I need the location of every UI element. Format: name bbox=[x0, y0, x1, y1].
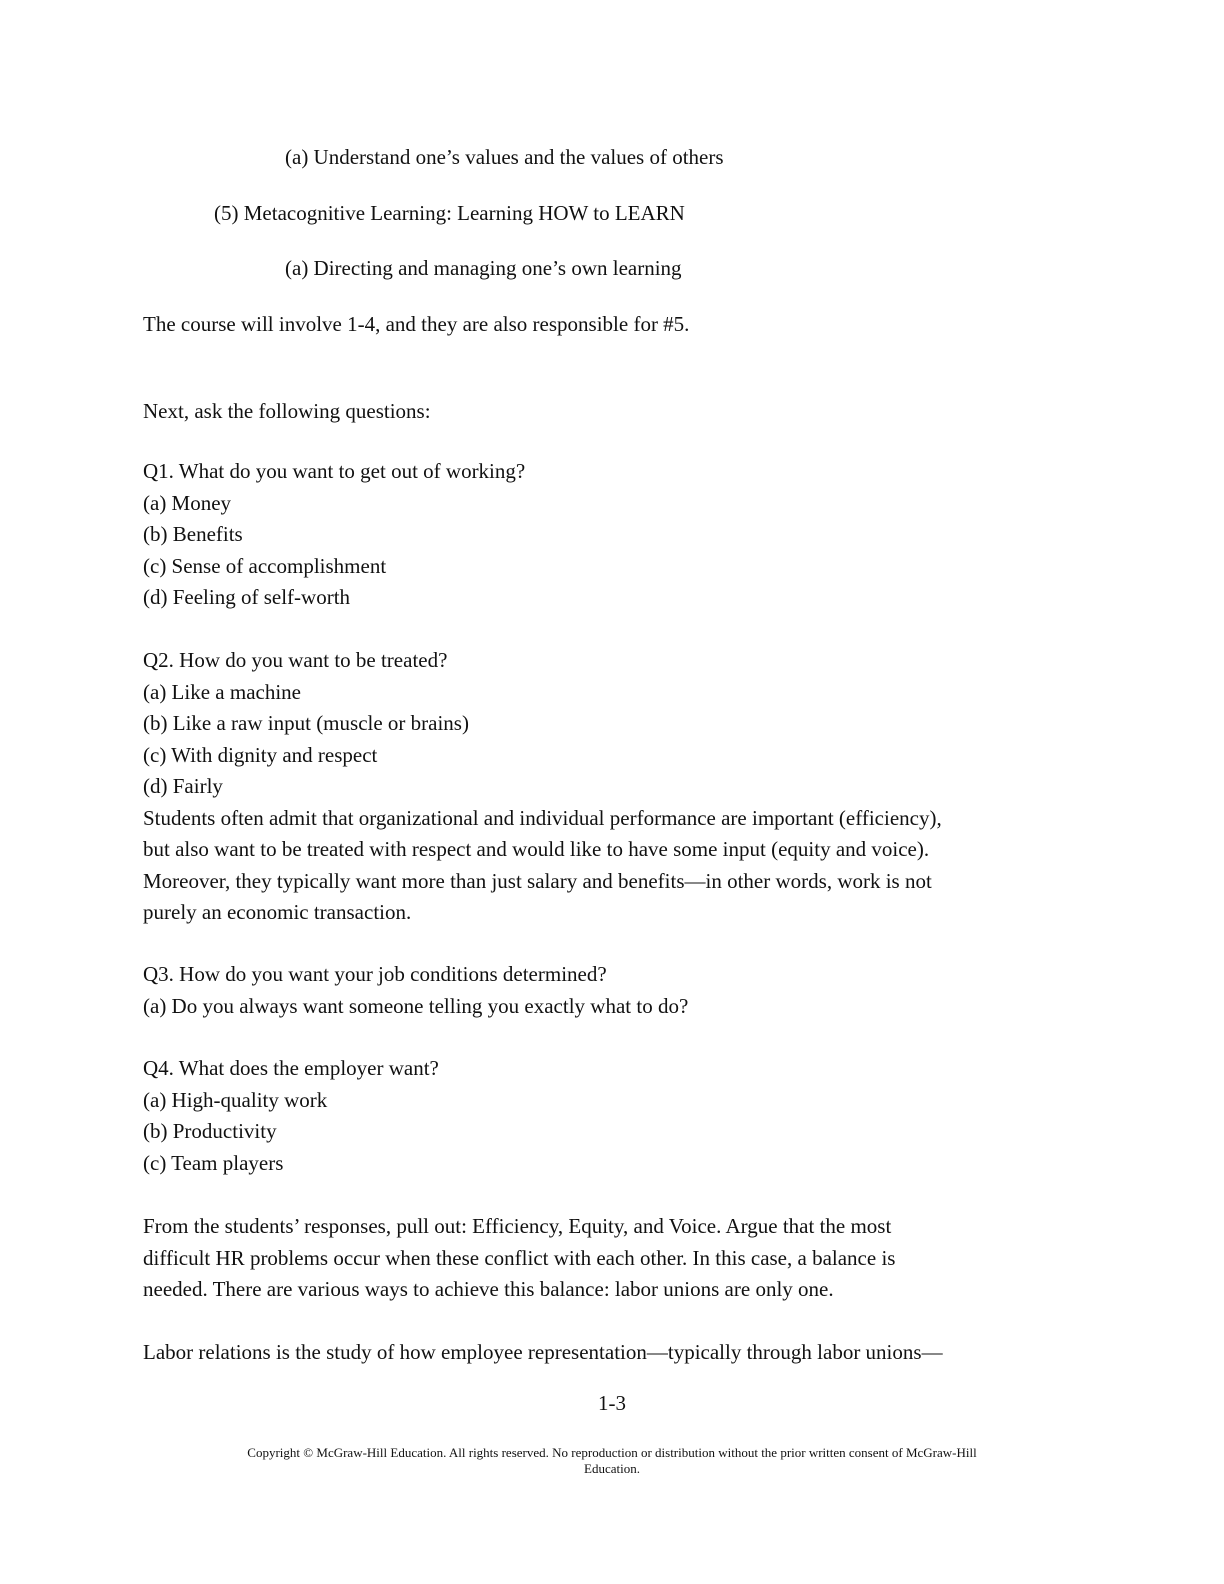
question-text: Q4. What does the employer want? bbox=[143, 1056, 439, 1080]
discussion-line: Moreover, they typically want more than just salary and benefits—in other words, work is not bbox=[143, 868, 932, 893]
outline-item-4a: (a) Understand one’s values and the values of others bbox=[285, 145, 724, 169]
summary-line: needed. There are various ways to achieve this balance: labor unions are only one. bbox=[143, 1277, 834, 1301]
discussion-line: Students often admit that organizational and individual performance are important (efficiency), bbox=[143, 805, 942, 830]
answer-option: (a) Money bbox=[143, 490, 232, 515]
answer-option: (c) Sense of accomplishment bbox=[143, 553, 387, 578]
answer-option: (b) Benefits bbox=[143, 522, 243, 546]
question-text: Q2. How do you want to be treated? bbox=[143, 648, 448, 672]
question-block-q2 bbox=[143, 645, 942, 929]
copyright-notice bbox=[130, 1445, 1094, 1477]
questions-intro: Next, ask the following questions: bbox=[143, 399, 431, 423]
course-note: The course will involve 1-4, and they are also responsible for #5. bbox=[143, 312, 690, 336]
page-number: 1-3 bbox=[598, 1391, 626, 1415]
copyright-line: Copyright © McGraw-Hill Education. All rights reserved. No reproduction or distribution without the prior written consent of McGraw-Hill bbox=[247, 1445, 977, 1460]
question-block-q1 bbox=[143, 456, 525, 614]
discussion-line: but also want to be treated with respect and would like to have some input (equity and voice). bbox=[143, 837, 930, 861]
question-text: Q3. How do you want your job conditions determined? bbox=[143, 962, 607, 986]
answer-option: (a) Do you always want someone telling you exactly what to do? bbox=[143, 993, 689, 1018]
answer-option: (c) With dignity and respect bbox=[143, 742, 378, 767]
answer-option: (a) High-quality work bbox=[143, 1087, 328, 1112]
summary-paragraph bbox=[143, 1211, 895, 1306]
answer-option: (b) Productivity bbox=[143, 1119, 277, 1143]
question-block-q3 bbox=[143, 959, 688, 1022]
outline-item-5a: (a) Directing and managing one’s own learning bbox=[285, 256, 682, 280]
answer-option: (d) Fairly bbox=[143, 774, 223, 798]
summary-line: difficult HR problems occur when these conflict with each other. In this case, a balance is bbox=[143, 1245, 896, 1270]
labor-relations-text: Labor relations is the study of how employee representation—typically through labor unions— bbox=[143, 1340, 943, 1364]
copyright-line: Education. bbox=[584, 1461, 640, 1476]
question-text: Q1. What do you want to get out of working? bbox=[143, 459, 526, 483]
answer-option: (c) Team players bbox=[143, 1150, 284, 1175]
answer-option: (a) Like a machine bbox=[143, 679, 301, 704]
question-block-q4 bbox=[143, 1053, 439, 1179]
answer-option: (b) Like a raw input (muscle or brains) bbox=[143, 711, 469, 735]
discussion-line: purely an economic transaction. bbox=[143, 900, 412, 924]
outline-item-5: (5) Metacognitive Learning: Learning HOW to LEARN bbox=[214, 201, 685, 225]
summary-line: From the students’ responses, pull out: Efficiency, Equity, and Voice. Argue that the most bbox=[143, 1214, 892, 1238]
answer-option: (d) Feeling of self-worth bbox=[143, 585, 351, 609]
